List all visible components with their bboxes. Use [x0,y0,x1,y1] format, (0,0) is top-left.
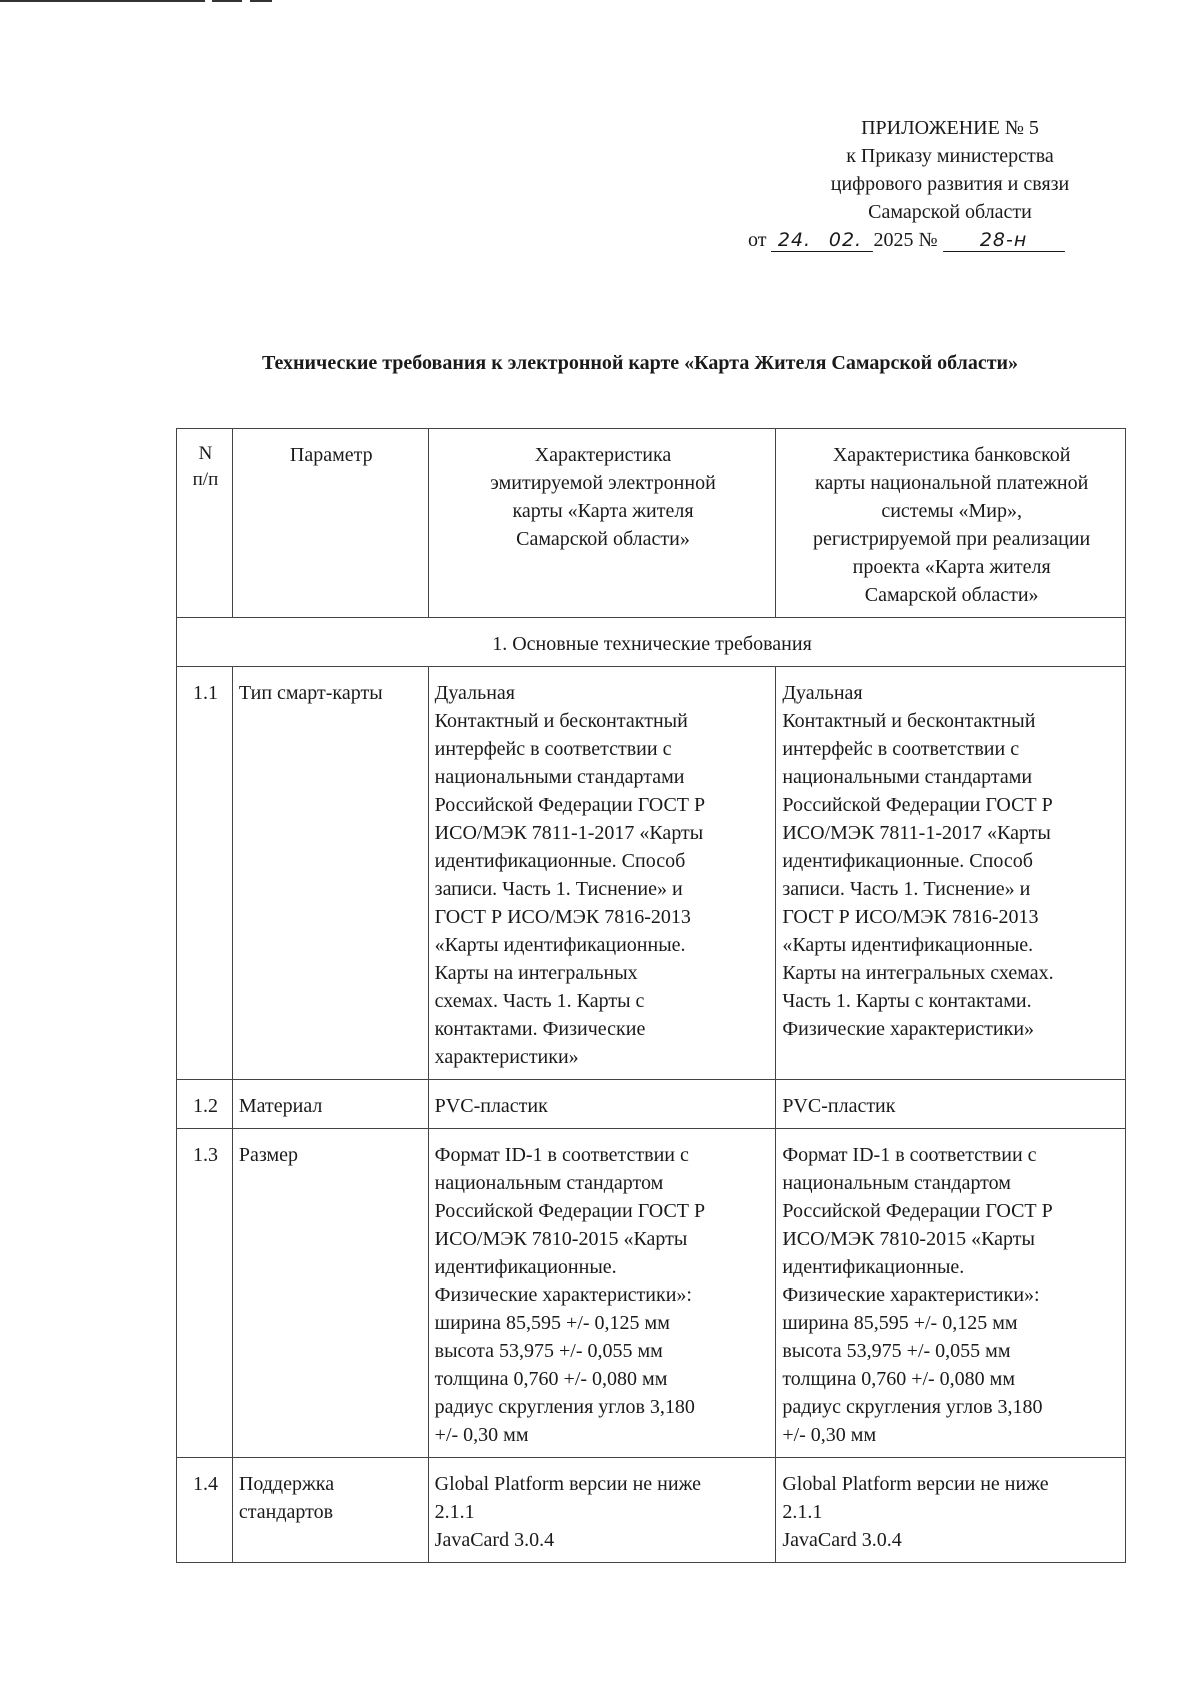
cell-line: ИСО/МЭК 7811-1-2017 «Карты [782,822,1051,844]
row-card-characteristic [428,1080,776,1129]
order-date-line [748,226,1140,254]
cell-line: Дуальная [782,682,863,704]
cell-line: идентификационные. [782,1256,965,1278]
cell-line: Global Platform версии не ниже [782,1473,1049,1495]
cell-line: Физические характеристики»: [782,1284,1040,1306]
cell-line: радиус скругления углов 3,180 [782,1396,1043,1418]
cell-line: PVC-пластик [434,1095,548,1117]
handwritten-order-number: 28-н [943,229,1065,252]
table-row [177,1458,1126,1563]
cell-line: Формат ID-1 в соответствии с [782,1144,1037,1166]
requirements-table [176,428,1126,1563]
cell-line: JavaCard 3.0.4 [434,1529,555,1551]
cell-line: +/- 0,30 мм [782,1424,877,1446]
date-year: 2025 № [873,229,938,251]
row-bank-card-characteristic [776,1129,1126,1458]
cell-line: радиус скругления углов 3,180 [434,1396,695,1418]
cell-line: Карты на интегральных [434,962,638,984]
cell-line: контактами. Физические [434,1018,646,1040]
table-row [177,667,1126,1080]
cell-line: JavaCard 3.0.4 [782,1529,902,1551]
cell-line: Физические характеристики»: [434,1284,692,1306]
document-title: Технические требования к электронной карте «Карта Жителя Самарской области» [261,352,1019,374]
cell-line: Тип смарт-карты [238,682,383,704]
cell-line: толщина 0,760 +/- 0,080 мм [434,1368,668,1390]
cell-line: +/- 0,30 мм [434,1424,529,1446]
date-prefix: от [748,229,767,251]
table-row [177,1129,1126,1458]
header-num: N п/п [177,429,233,618]
cell-line: Российской Федерации ГОСТ Р [782,1200,1053,1222]
row-parameter [232,1080,428,1129]
row-card-characteristic [428,667,776,1080]
cell-line: идентификационные. [434,1256,617,1278]
scan-artifact [0,0,205,2]
handwritten-day: 24. [771,229,817,252]
cell-line: Контактный и бесконтактный [782,710,1036,732]
row-parameter [232,1458,428,1563]
cell-line: 2.1.1 [782,1501,823,1523]
row-bank-card-characteristic [776,1080,1126,1129]
row-card-characteristic [428,1458,776,1563]
section-title: 1. Основные технические требования [177,618,1126,667]
cell-line: Материал [238,1095,323,1117]
row-bank-card-characteristic [776,667,1126,1080]
cell-line: интерфейс в соответствии с [434,738,672,760]
cell-line: Российской Федерации ГОСТ Р [782,794,1053,816]
cell-line: Карты на интегральных схемах. [782,962,1054,984]
cell-line: ширина 85,595 +/- 0,125 мм [782,1312,1018,1334]
cell-line: ширина 85,595 +/- 0,125 мм [434,1312,670,1334]
table-rows [177,667,1126,1563]
cell-line: ИСО/МЭК 7810-2015 «Карты [782,1228,1035,1250]
header-param: Параметр [232,429,428,618]
scan-artifact [212,0,242,2]
scan-artifact [250,0,272,2]
header-bank-card-characteristics: Характеристика банковской карты национальной платежной системы «Мир», регистрируемой при реализации проекта «Карта жителя Самарской области» [776,429,1126,618]
cell-line: Размер [238,1144,299,1166]
table-header-row [177,429,1126,618]
handwritten-month: 02. [817,229,873,252]
cell-line: Российской Федерации ГОСТ Р [434,1200,706,1222]
annex-block [748,114,1140,254]
cell-line: PVC-пластик [782,1095,896,1117]
row-number: 1.3 [177,1129,233,1458]
cell-line: толщина 0,760 +/- 0,080 мм [782,1368,1015,1390]
cell-line: записи. Часть 1. Тиснение» и [434,878,683,900]
cell-line: Формат ID-1 в соответствии с [434,1144,689,1166]
cell-line: Физические характеристики» [782,1018,1035,1040]
cell-line: интерфейс в соответствии с [782,738,1020,760]
cell-line: схемах. Часть 1. Карты с [434,990,645,1012]
cell-line: национальным стандартом [434,1172,664,1194]
cell-line: ИСО/МЭК 7811-1-2017 «Карты [434,822,704,844]
cell-line: национальным стандартом [782,1172,1011,1194]
cell-line: идентификационные. Способ [782,850,1033,872]
cell-line: идентификационные. Способ [434,850,686,872]
cell-line: Дуальная [434,682,515,704]
annex-line-1: к Приказу министерства [846,145,1054,167]
cell-line: ГОСТ Р ИСО/МЭК 7816-2013 [434,906,691,928]
table-row [177,1080,1126,1129]
row-parameter [232,1129,428,1458]
row-card-characteristic [428,1129,776,1458]
cell-line: ИСО/МЭК 7810-2015 «Карты [434,1228,688,1250]
cell-line: «Карты идентификационные. [434,934,686,956]
cell-line: 2.1.1 [434,1501,475,1523]
cell-line: Часть 1. Карты с контактами. [782,990,1032,1012]
row-parameter [232,667,428,1080]
cell-line: высота 53,975 +/- 0,055 мм [782,1340,1011,1362]
section-row [177,618,1126,667]
header-card-characteristics: Характеристика эмитируемой электронной карты «Карта жителя Самарской области» [428,429,776,618]
annex-title: ПРИЛОЖЕНИЕ № 5 [861,117,1039,139]
cell-line: Российской Федерации ГОСТ Р [434,794,706,816]
cell-line: записи. Часть 1. Тиснение» и [782,878,1031,900]
row-number: 1.4 [177,1458,233,1563]
cell-line: Поддержка [238,1473,335,1495]
annex-line-3: Самарской области [868,201,1032,223]
cell-line: национальными стандартами [434,766,685,788]
row-number: 1.2 [177,1080,233,1129]
row-bank-card-characteristic [776,1458,1126,1563]
cell-line: Global Platform версии не ниже [434,1473,701,1495]
cell-line: ГОСТ Р ИСО/МЭК 7816-2013 [782,906,1039,928]
cell-line: характеристики» [434,1046,579,1068]
cell-line: «Карты идентификационные. [782,934,1034,956]
annex-line-2: цифрового развития и связи [830,173,1070,195]
cell-line: Контактный и бесконтактный [434,710,688,732]
cell-line: стандартов [238,1501,334,1523]
cell-line: национальными стандартами [782,766,1033,788]
cell-line: высота 53,975 +/- 0,055 мм [434,1340,663,1362]
row-number: 1.1 [177,667,233,1080]
